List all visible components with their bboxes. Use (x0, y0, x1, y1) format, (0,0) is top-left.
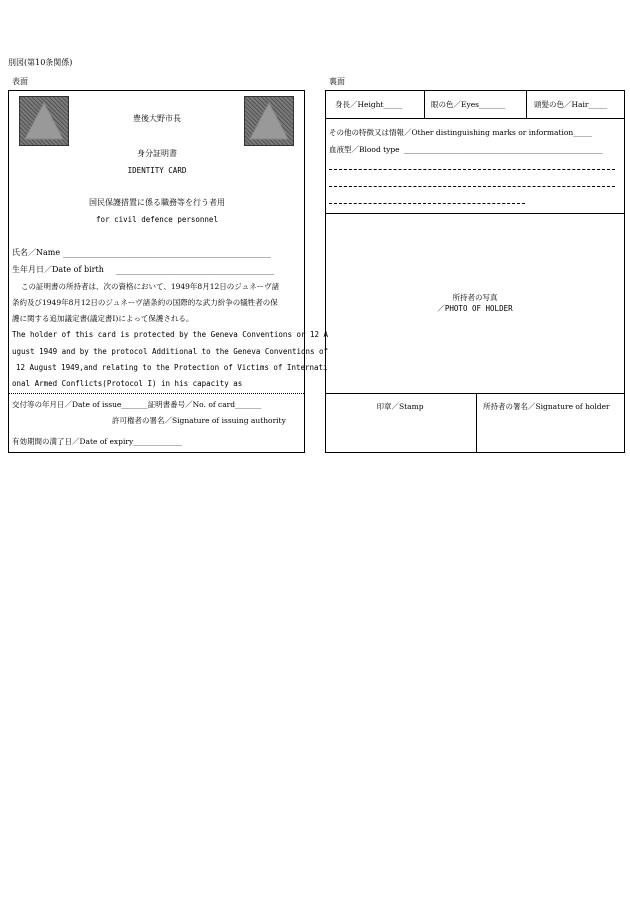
holder-signature-label: 所持者の署名／Signature of holder (483, 402, 610, 411)
statement-line: 12 August 1949,and relating to the Protection of Victims of Internati (16, 363, 328, 372)
card-title-en: IDENTITY CARD (127, 166, 187, 175)
statement-line: この証明書の所持者は、次の資格において、1949年8月12日のジュネーヴ諸 (21, 282, 280, 291)
name-label: 氏名／Name (12, 248, 61, 257)
divider (325, 118, 625, 119)
statement-line: ugust 1949 and by the protocol Additional to the Geneva Conventions of (12, 347, 329, 356)
distinguishing-marks-field: その他の特徴又は情報／Other distinguishing marks or information_____ (329, 128, 592, 137)
divider (526, 90, 527, 118)
statement-line: The holder of this card is protected by the Geneva Conventions or 12 A (12, 330, 329, 339)
triangle-icon (20, 97, 68, 145)
issuer-title: 豊後大野市長 (133, 114, 181, 123)
dob-label: 生年月日／Date of birth (12, 265, 104, 274)
statement-line: 条約及び1949年8月12日のジュネーヴ諸条約の国際的な武力紛争の犠牲者の保 (12, 298, 278, 307)
blank-line (329, 203, 525, 204)
dob-blank: ___________________________________ (116, 266, 275, 275)
expiry-date-line: 有効期間の満了日／Date of expiry_____________ (12, 437, 182, 446)
civil-defence-emblem-left (19, 96, 69, 146)
eye-color-field: 眼の色／Eyes_______ (431, 100, 506, 109)
blank-line (329, 186, 615, 187)
stamp-label: 印章／Stamp (376, 402, 424, 411)
divider (476, 393, 477, 453)
divider (9, 393, 304, 394)
photo-label-en: ／PHOTO OF HOLDER (437, 304, 513, 313)
divider (424, 90, 425, 118)
subtitle-ja: 国民保護措置に係る職務等を行う者用 (89, 198, 225, 207)
civil-defence-emblem-right (244, 96, 294, 146)
triangle-icon (245, 97, 293, 145)
back-side-label: 裏面 (329, 77, 345, 86)
issue-date-line: 交付等の年月日／Date of issue_______証明書番号／No. of card_______ (12, 400, 262, 409)
photo-label-ja: 所持者の写真 (452, 293, 498, 302)
subtitle-en: for civil defence personnel (96, 215, 218, 224)
card-title-ja: 身分証明書 (137, 149, 177, 158)
height-field: 身長／Height_____ (335, 100, 403, 109)
divider (325, 213, 625, 214)
issuing-authority-signature: 許可権者の署名／Signature of issuing authority (112, 416, 286, 425)
statement-line: onal Armed Conflicts(Protocol I) in his capacity as (12, 379, 243, 388)
statement-line: 護に関する追加議定書(議定書Ⅰ)によって保護される。 (12, 314, 194, 323)
name-blank: ______________________________________________ (63, 249, 271, 258)
blood-type-label: 血液型／Blood type (329, 145, 400, 154)
document-label: 別図(第10条関係) (8, 58, 73, 67)
blank-line (329, 169, 615, 170)
hair-color-field: 頭髪の色／Hair_____ (534, 100, 608, 109)
divider (325, 393, 625, 394)
front-side-label: 表面 (12, 77, 28, 86)
blood-type-blank: ____________________________________________ (404, 145, 603, 154)
